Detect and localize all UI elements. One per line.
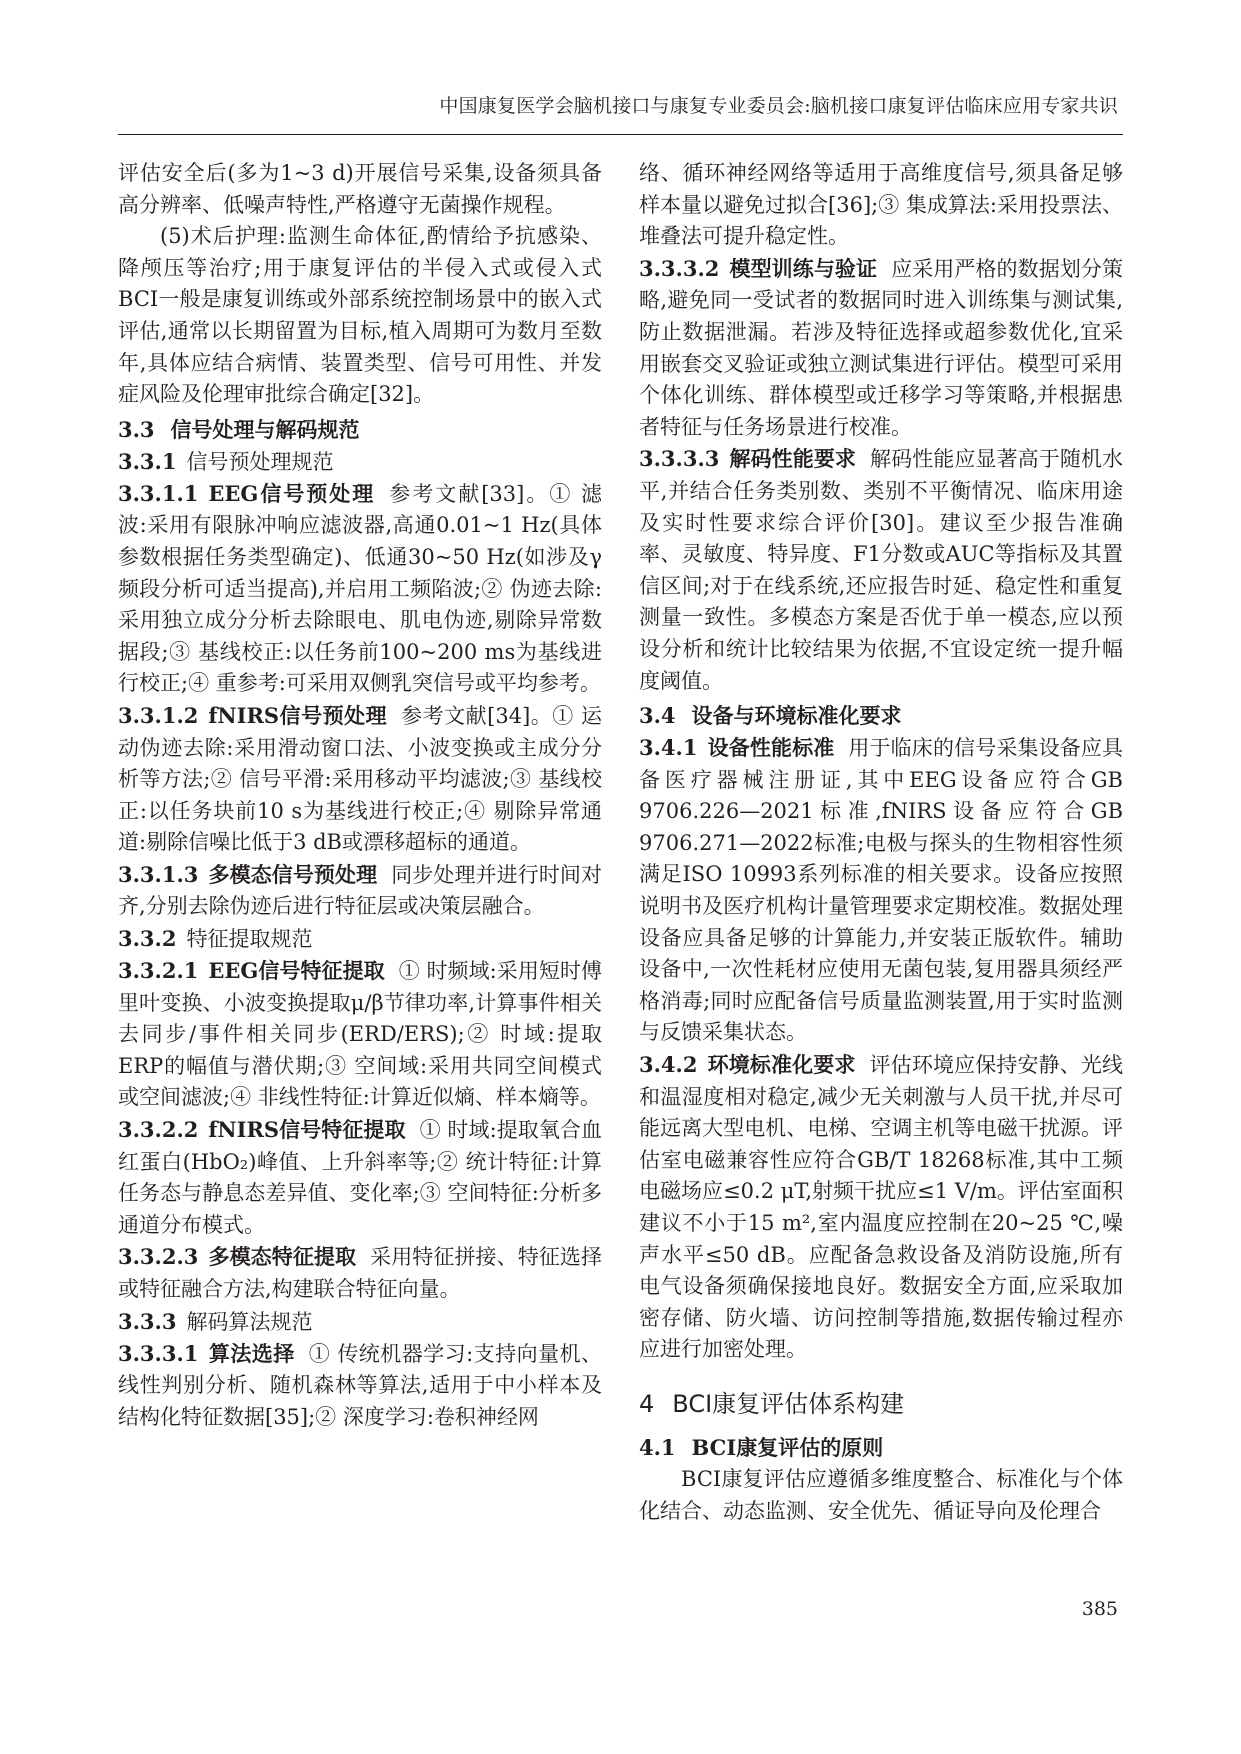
- section-title: fNIRS信号特征提取: [208, 1117, 406, 1143]
- section-title: 多模态信号预处理: [208, 861, 378, 887]
- paragraph-3-4-1: [639, 732, 1123, 1049]
- section-number: 3.4.2: [639, 1052, 698, 1078]
- paragraph-continuation: 评估安全后(多为1~3 d)开展信号采集,设备须具备高分辨率、低噪声特性,严格遵守无菌操作规程。: [118, 161, 602, 217]
- paragraph-text: 参考文献[33]。① 滤波:采用有限脉冲响应滤波器,高通0.01~1 Hz(具体参数根据任务类型确定)、低通30~50 Hz(如涉及γ频段分析可适当提高),并启用工频陷波;② 伪迹去除:采用独立成分分析去除眼电、肌电伪迹,剔除异常数据段;③ 基线校正:以任务前100~200 ms为基线进行校正;④ 重参考:可采用双侧乳突信号或平均参考。: [118, 481, 602, 696]
- section-number: 3.3.2.2: [118, 1117, 199, 1143]
- section-number: 3.3.2.1: [118, 958, 199, 984]
- section-title: 算法选择: [208, 1340, 295, 1366]
- section-number: 3.4: [639, 703, 676, 729]
- section-title: BCI康复评估体系构建: [672, 1389, 905, 1418]
- subsection-heading-3-3-2: [118, 923, 602, 955]
- section-number: 3.3: [118, 416, 155, 442]
- section-title: 模型训练与验证: [729, 255, 878, 281]
- paragraph-text: 采用特征拼接、特征选择或特征融合方法,构建联合特征向量。: [118, 1245, 603, 1301]
- paragraph-3-3-3-3: [639, 443, 1123, 697]
- paragraph-3-3-2-3: [118, 1241, 602, 1305]
- section-title: 解码性能要求: [729, 446, 857, 472]
- paragraph-text: 评估环境应保持安静、光线和温湿度相对稳定,减少无关刺激与人员干扰,并尽可能远离大型电机、电梯、空调主机等电磁干扰源。评估室电磁兼容性应符合GB/T 18268标准,其中工频电磁场应≤0.2 μT,射频干扰应≤1 V/m。评估室面积建议不小于15 m²,室内温度应控制在20~25 ℃,噪声水平≤50 dB。应配备急救设备及消防设施,所有电气设备须确保接地良好。数据安全方面,应采取加密存储、防火墙、访问控制等措施,数据传输过程亦应进行加密处理。: [639, 1053, 1124, 1362]
- paragraph-text: 同步处理并进行时间对齐,分别去除伪迹后进行特征层或决策层融合。: [118, 862, 603, 919]
- paragraph-3-3-1-1: [118, 478, 602, 700]
- subsection-heading-3-3-3: [118, 1306, 602, 1338]
- section-number: 3.3.3.2: [639, 255, 720, 281]
- section-title: EEG信号特征提取: [208, 958, 385, 984]
- paragraph-text: ① 时频域:采用短时傅里叶变换、小波变换提取μ/β节律功率,计算事件相关去同步/事件相关同步(ERD/ERS);② 时域:提取ERP的幅值与潜伏期;③ 空间域:采用共同空间模式或空间滤波;④ 非线性特征:计算近似熵、样本熵等。: [118, 959, 603, 1110]
- section-title: fNIRS信号预处理: [208, 702, 388, 728]
- paragraph-3-4-2: [639, 1049, 1123, 1366]
- paragraph-text: 用于临床的信号采集设备应具备医疗器械注册证,其中EEG设备应符合GB 9706.226—2021标准,fNIRS设备应符合GB 9706.271—2022标准;电极与探头的生物相容性须满足ISO 10993系列标准的相关要求。设备应按照说明书及医疗机构计量管理要求定期校准。数据处理设备应具备足够的计算能力,并安装正版软件。辅助设备中,一次性耗材应使用无菌包装,复用器具须经严格消毒;同时应配备信号质量监测装置,用于实时监测与反馈采集状态。: [639, 736, 1124, 1045]
- paragraph-text: ① 时域:提取氧合血红蛋白(HbO₂)峰值、上升斜率等;② 统计特征:计算任务态与静息态差异值、变化率;③ 空间特征:分析多通道分布模式。: [118, 1118, 603, 1237]
- section-title: 解码算法规范: [186, 1309, 313, 1334]
- section-heading-3-4: [639, 700, 1123, 732]
- paragraph-3-3-3-2: [639, 253, 1123, 444]
- paragraph-3-3-1-3: [118, 859, 602, 923]
- left-column: [118, 158, 602, 1433]
- section-title: 多模态特征提取: [208, 1244, 357, 1270]
- paragraph-text: 应采用严格的数据划分策略,避免同一受试者的数据同时进入训练集与测试集,防止数据泄漏。若涉及特征选择或超参数优化,宜采用嵌套交叉验证或独立测试集进行评估。模型可采用个体化训练、群体模型或迁移学习等策略,并根据患者特征与任务场景进行校准。: [639, 256, 1124, 439]
- section-number: 3.3.2: [118, 926, 177, 952]
- section-title: 设备性能标准: [707, 735, 835, 761]
- section-title: EEG信号预处理: [208, 480, 376, 506]
- section-number: 3.3.1.2: [118, 702, 199, 728]
- subsection-heading-3-3-1: [118, 446, 602, 478]
- section-number: 4: [639, 1389, 655, 1418]
- paragraph-text: 参考文献[34]。① 运动伪迹去除:采用滑动窗口法、小波变换或主成分分析等方法;② 信号平滑:采用移动平均滤波;③ 基线校正:以任务块前10 s为基线进行校正;④ 剔除异常通道:剔除信噪比低于3 dB或漂移超标的通道。: [118, 703, 602, 855]
- section-title: 环境标准化要求: [707, 1052, 856, 1078]
- section-number: 4.1: [639, 1434, 676, 1460]
- paragraph-3-3-2-1: [118, 955, 602, 1114]
- paragraph-4-1: BCI康复评估应遵循多维度整合、标准化与个体化结合、动态监测、安全优先、循证导向及伦理合: [639, 1466, 1123, 1523]
- right-column: [639, 158, 1123, 1527]
- section-number: 3.3.1: [118, 448, 177, 474]
- section-number: 3.3.1.3: [118, 861, 199, 887]
- section-number: 3.3.3.3: [639, 446, 720, 472]
- page-number: 385: [1081, 1598, 1118, 1620]
- paragraph-continuation: 络、循环神经网络等适用于高维度信号,须具备足够样本量以避免过拟合[36];③ 集成算法:采用投票法、堆叠法可提升稳定性。: [639, 161, 1123, 249]
- section-number: 3.3.3.1: [118, 1340, 199, 1366]
- header-rule: [118, 134, 1123, 135]
- section-number: 3.4.1: [639, 735, 698, 761]
- running-header: 中国康复医学会脑机接口与康复专业委员会:脑机接口康复评估临床应用专家共识: [439, 95, 1118, 117]
- paragraph-3-3-1-2: [118, 700, 602, 859]
- paragraph-postop-care: (5)术后护理:监测生命体征,酌情给予抗感染、降颅压等治疗;用于康复评估的半侵入式或侵入式BCI一般是康复训练或外部系统控制场景中的嵌入式评估,通常以长期留置为目标,植入周期可为数月至数年,具体应结合病情、装置类型、信号可用性、并发症风险及伦理审批综合确定[32]。: [118, 224, 602, 407]
- section-title: 信号预处理规范: [186, 449, 334, 474]
- section-title: 信号处理与解码规范: [170, 416, 360, 442]
- section-heading-3-3: [118, 414, 602, 446]
- chapter-heading-4: [639, 1386, 1123, 1422]
- section-title: 设备与环境标准化要求: [691, 703, 902, 729]
- paragraph-text: ① 传统机器学习:支持向量机、线性判别分析、随机森林等算法,适用于中小样本及结构化特征数据[35];② 深度学习:卷积神经网: [118, 1341, 603, 1429]
- section-title: BCI康复评估的原则: [691, 1434, 884, 1460]
- section-heading-4-1: [639, 1432, 1123, 1464]
- paragraph-3-3-2-2: [118, 1114, 602, 1241]
- section-number: 3.3.3: [118, 1308, 177, 1334]
- section-title: 特征提取规范: [186, 927, 313, 952]
- paragraph-text: 解码性能应显著高于随机水平,并结合任务类别数、类别不平衡情况、临床用途及实时性要求综合评价[30]。建议至少报告准确率、灵敏度、特异度、F1分数或AUC等指标及其置信区间;对于在线系统,还应报告时延、稳定性和重复测量一致性。多模态方案是否优于单一模态,应以预设分析和统计比较结果为依据,不宜设定统一提升幅度阈值。: [639, 447, 1124, 693]
- paragraph-3-3-3-1: [118, 1338, 602, 1434]
- section-number: 3.3.1.1: [118, 480, 199, 506]
- section-number: 3.3.2.3: [118, 1244, 199, 1270]
